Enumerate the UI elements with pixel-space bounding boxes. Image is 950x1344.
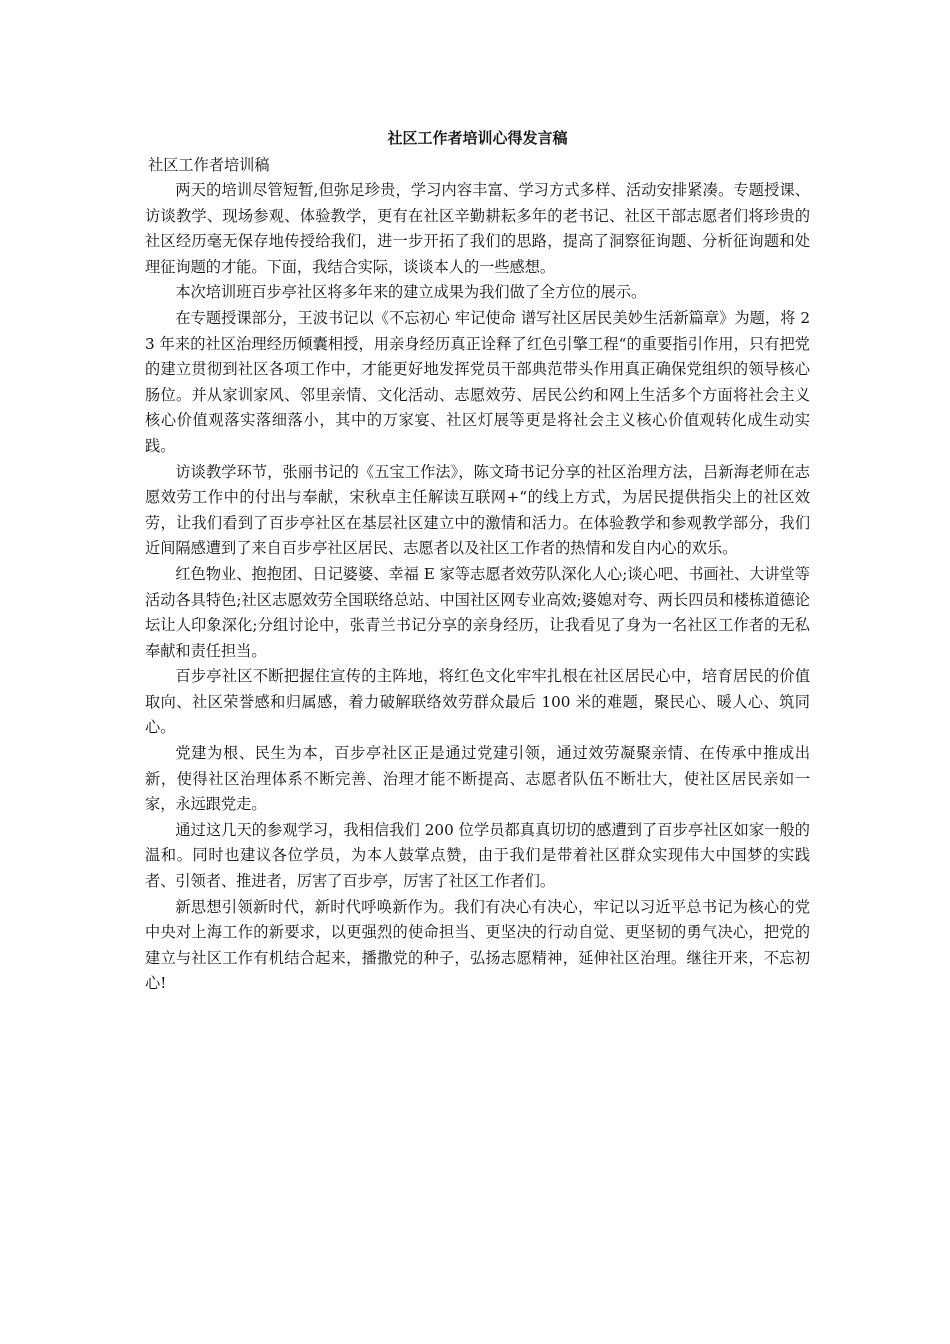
document-page <box>145 124 810 997</box>
paragraph-4: 访谈教学环节，张丽书记的《五宝工作法》，陈文琦书记分享的社区治理方法，吕新海老师在志愿效劳工作中的付出与奉献，宋秋卓主任解读互联网+“的线上方式，为居民提供指尖上的社区效劳，让我们看到了百步亭社区在基层社区建立中的激情和活力。在体验教学和参观教学部分，我们近间隔感遭到了来自百步亭社区居民、志愿者以及社区工作者的热情和发自内心的欢乐。 <box>145 462 810 558</box>
paragraph-7: 党建为根、民生为本，百步亭社区正是通过党建引领，通过效劳凝聚亲情、在传承中推成出新，使得社区治理体系不断完善、治理才能不断提高、志愿者队伍不断壮大，使社区居民亲如一家，永远跟党走。 <box>145 744 810 814</box>
paragraph-2: 本次培训班百步亭社区将多年来的建立成果为我们做了全方位的展示。 <box>175 283 647 302</box>
paragraph-9: 新思想引领新时代，新时代呼唤新作为。我们有决心有决心，牢记以习近平总书记为核心的党中央对上海工作的新要求，以更强烈的使命担当、更坚决的行动自觉、更坚韧的勇气决心，把党的建立与社区工作有机结合起来，播撒党的种子，弘扬志愿精神，延伸社区治理。继往开来，不忘初心! <box>145 897 810 993</box>
paragraph-1: 两天的培训尽管短暂,但弥足珍贵，学习内容丰富、学习方式多样、活动安排紧凑。专题授课、访谈教学、现场参观、体验教学，更有在社区辛勤耕耘多年的老书记、社区干部志愿者们将珍贵的社区经历毫无保存地传授给我们，进一步开拓了我们的思路，提高了洞察征询题、分析征询题和处理征询题的才能。下面，我结合实际，谈谈本人的一些感想。 <box>145 181 810 276</box>
paragraph-6: 百步亭社区不断把握住宣传的主阵地，将红色文化牢牢扎根在社区居民心中，培育居民的价值取向、社区荣誉感和归属感，着力破解联络效劳群众最后 100 米的难题，聚民心、暖人心、筑同心。 <box>145 667 810 737</box>
paragraph-3: 在专题授课部分，王波书记以《不忘初心 牢记使命 谱写社区居民美妙生活新篇章》为题，将 23 年来的社区治理经历倾囊相授，用亲身经历真正诠释了红色引擎工程“的重要指引作用，只有把党的建立贯彻到社区各项工作中，才能更好地发挥党员干部典范带头作用真正确保党组织的领导核心肠位。并从家训家风、邻里亲情、文化活动、志愿效劳、居民公约和网上生活多个方面将社会主义核心价值观落实落细落小，其中的万家宴、社区灯展等更是将社会主义核心价值观转化成生动实践。 <box>145 308 810 455</box>
paragraph-8: 通过这几天的参观学习，我相信我们 200 位学员都真真切切的感遭到了百步亭社区如家一般的温和。同时也建议各位学员，为本人鼓掌点赞，由于我们是带着社区群众实现伟大中国梦的实践者、引领者、推进者，厉害了百步亭，厉害了社区工作者们。 <box>145 820 810 891</box>
document-title: 社区工作者培训心得发言稿 <box>387 129 568 147</box>
document-subtitle: 社区工作者培训稿 <box>148 156 270 174</box>
paragraph-5: 红色物业、抱抱团、日记婆婆、幸福 E 家等志愿者效劳队深化人心;谈心吧、书画社、大讲堂等活动各具特色;社区志愿效劳全国联络总站、中国社区网专业高效;婆媳对夸、两长四员和楼栋道德论坛让人印象深化;分组讨论中，张青兰书记分享的亲身经历，让我看见了身为一名社区工作者的无私奉献和责任担当。 <box>145 564 810 660</box>
